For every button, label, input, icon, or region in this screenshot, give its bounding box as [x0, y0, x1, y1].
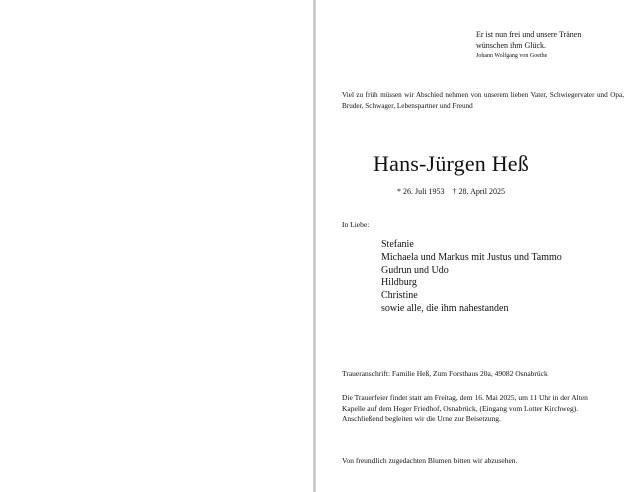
mourner-item: Hildburg: [381, 277, 417, 289]
left-page-blank: [0, 0, 313, 492]
ceremony-text: Die Trauerfeier findet statt am Freitag, dem 16. Mai 2025, um 11 Uhr in der Alten Kapelle auf dem Heger Friedhof, Osnabrück, (Eingang vom Lotter Kirchweg).: [342, 393, 588, 413]
mourner-item: Christine: [381, 290, 418, 302]
urn-text: Anschließend begleiten wir die Urne zur Beisetzung.: [342, 414, 501, 423]
quote-author: Johann Wolfgang von Goethe: [476, 53, 548, 59]
goethe-quote: [476, 29, 626, 61]
mourner-item: Gudrun und Udo: [381, 264, 449, 276]
quote-line-2: wünschen ihm Glück.: [476, 41, 546, 50]
death-date: † 28. April 2025: [452, 187, 505, 196]
mourners-list: [381, 239, 562, 316]
deceased-name: Hans-Jürgen Heß: [373, 151, 529, 176]
mourner-item: sowie alle, die ihm nahestanden: [381, 302, 509, 314]
mourner-item: Stefanie: [381, 239, 414, 250]
mourner-item: Michaela und Markus mit Justus und Tammo: [381, 251, 562, 263]
birth-date: * 26. Juli 1953: [396, 187, 445, 196]
intro-text: Viel zu früh müssen wir Abschied nehmen von unserem lieben Vater, Schwiegervater und Opa, Bruder, Schwager, Lebenspartner und Freund: [342, 91, 624, 110]
life-dates: [316, 186, 586, 197]
in-love-label: In Liebe:: [342, 220, 370, 229]
quote-line-1: Er ist nun frei und unsere Tränen: [476, 30, 582, 39]
ceremony-info: [342, 393, 612, 425]
mourning-address: Traueranschrift: Familie Heß, Zum Forsthaus 20a, 49082 Osnabrück: [342, 369, 548, 378]
flowers-note: Von freundlich zugedachten Blumen bitten wir abzusehen.: [342, 456, 518, 465]
right-page: [316, 0, 630, 492]
